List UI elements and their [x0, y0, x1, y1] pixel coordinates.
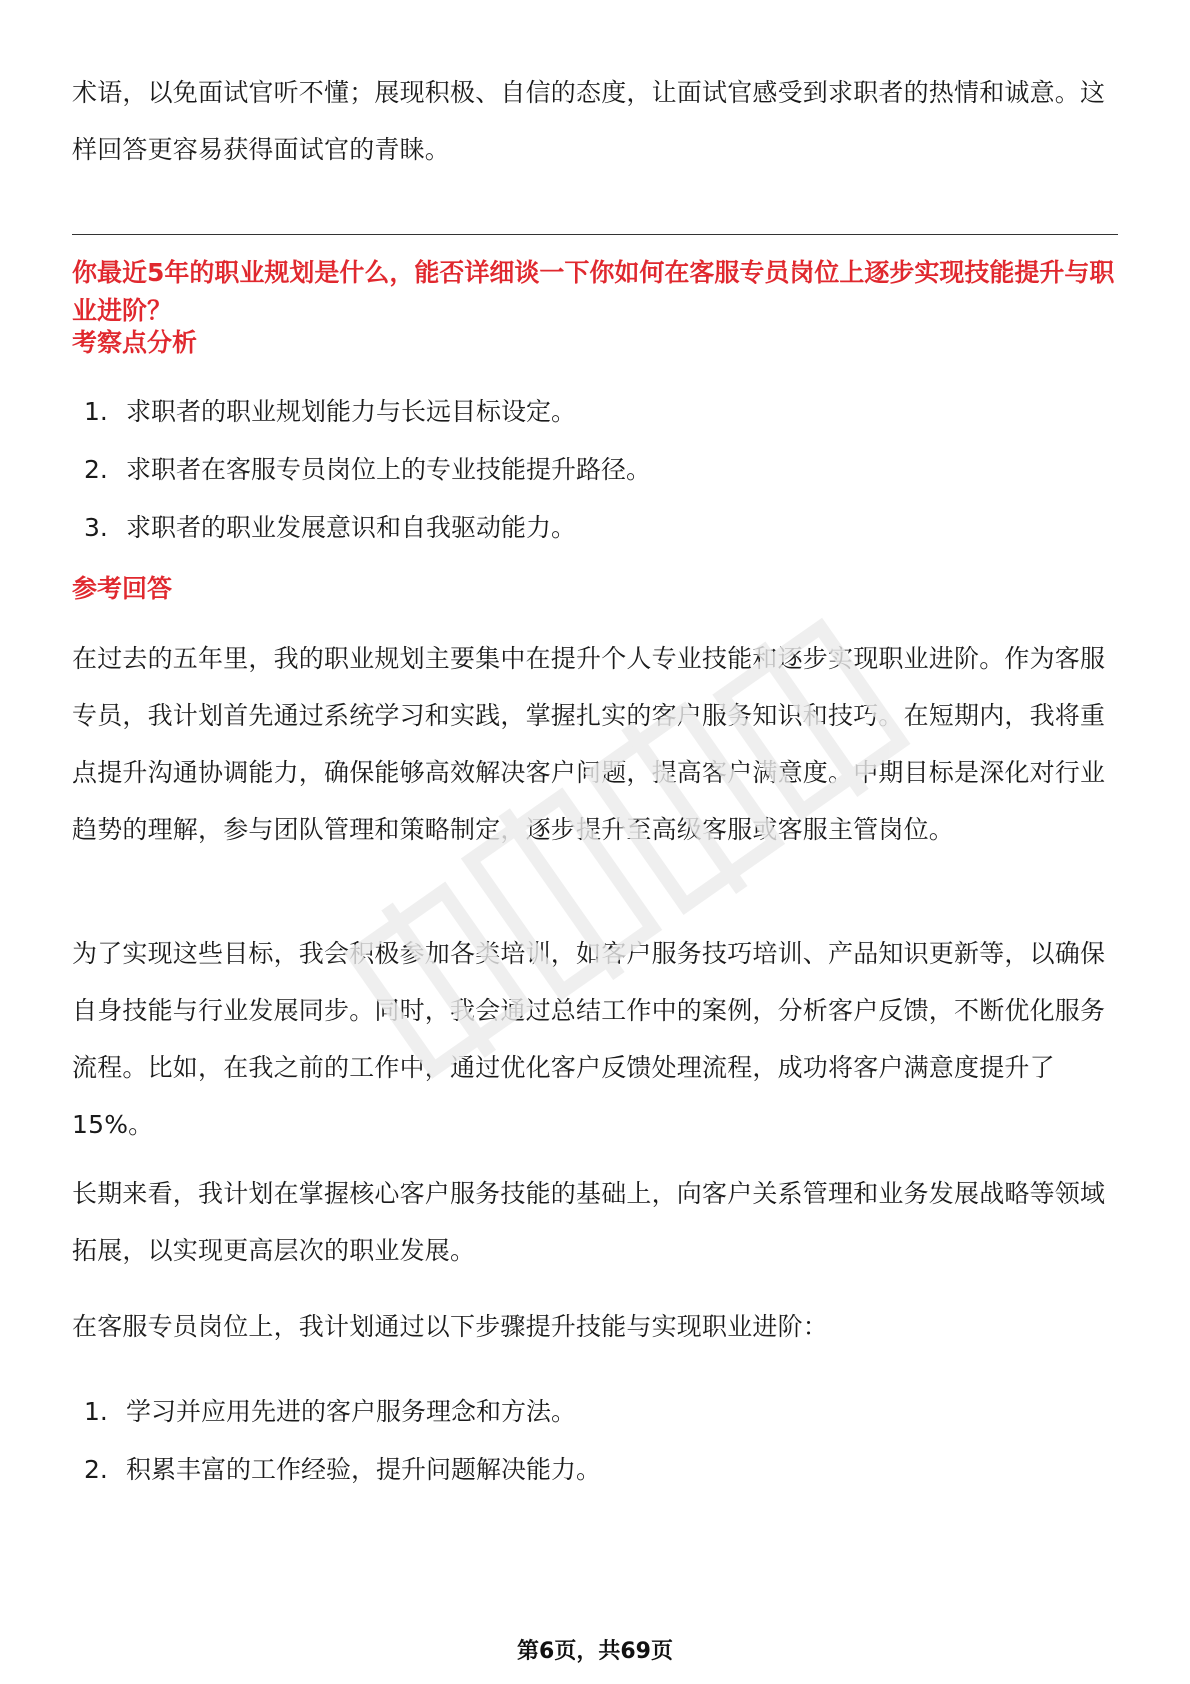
list-number: 2.: [84, 455, 108, 484]
analysis-title: 考察点分析: [72, 328, 198, 357]
list-item: [84, 499, 1104, 557]
answer-paragraph-1: 在过去的五年里，我的职业规划主要集中在提升个人专业技能和逐步实现职业进阶。作为客服专员，我计划首先通过系统学习和实践，掌握扎实的客户服务知识和技巧。在短期内，我将重点提升沟通协调能力，确保能够高效解决客户问题，提高客户满意度。中期目标是深化对行业趋势的理解，参与团队管理和策略制定，逐步提升至高级客服或客服主管岗位。: [72, 644, 1106, 844]
list-text: 学习并应用先进的客户服务理念和方法。: [126, 1397, 577, 1426]
list-item: [84, 1441, 1104, 1499]
answer-paragraph-4: 在客服专员岗位上，我计划通过以下步骤提升技能与实现职业进阶：: [72, 1312, 829, 1341]
analysis-list: [84, 383, 1104, 557]
steps-list: [84, 1383, 1104, 1499]
answer-paragraph-3: 长期来看，我计划在掌握核心客户服务技能的基础上，向客户关系管理和业务发展战略等领域拓展，以实现更高层次的职业发展。: [72, 1179, 1106, 1265]
list-text: 求职者的职业规划能力与长远目标设定。: [126, 397, 577, 426]
list-text: 求职者在客服专员岗位上的专业技能提升路径。: [126, 455, 652, 484]
question-heading: 你最近5年的职业规划是什么，能否详细谈一下你如何在客服专员岗位上逐步实现技能提升与职业进阶？: [72, 258, 1115, 325]
intro-paragraph: 术语，以免面试官听不懂；展现积极、自信的态度，让面试官感受到求职者的热情和诚意。这样回答更容易获得面试官的青睐。: [72, 78, 1106, 164]
list-item: [84, 1383, 1104, 1441]
list-item: [84, 441, 1104, 499]
list-number: 2.: [84, 1455, 108, 1484]
page-footer: 第6页，共69页: [517, 1639, 673, 1664]
list-number: 1.: [84, 1397, 108, 1426]
list-number: 3.: [84, 513, 108, 542]
list-text: 求职者的职业发展意识和自我驱动能力。: [126, 513, 577, 542]
answer-paragraph-2: 为了实现这些目标，我会积极参加各类培训，如客户服务技巧培训、产品知识更新等，以确保自身技能与行业发展同步。同时，我会通过总结工作中的案例，分析客户反馈，不断优化服务流程。比如，在我之前的工作中，通过优化客户反馈处理流程，成功将客户满意度提升了15%。: [72, 939, 1106, 1139]
list-text: 积累丰富的工作经验，提升问题解决能力。: [126, 1455, 602, 1484]
list-item: [84, 383, 1104, 441]
answer-title: 参考回答: [72, 574, 173, 603]
section-divider: [72, 234, 1118, 235]
list-number: 1.: [84, 397, 108, 426]
